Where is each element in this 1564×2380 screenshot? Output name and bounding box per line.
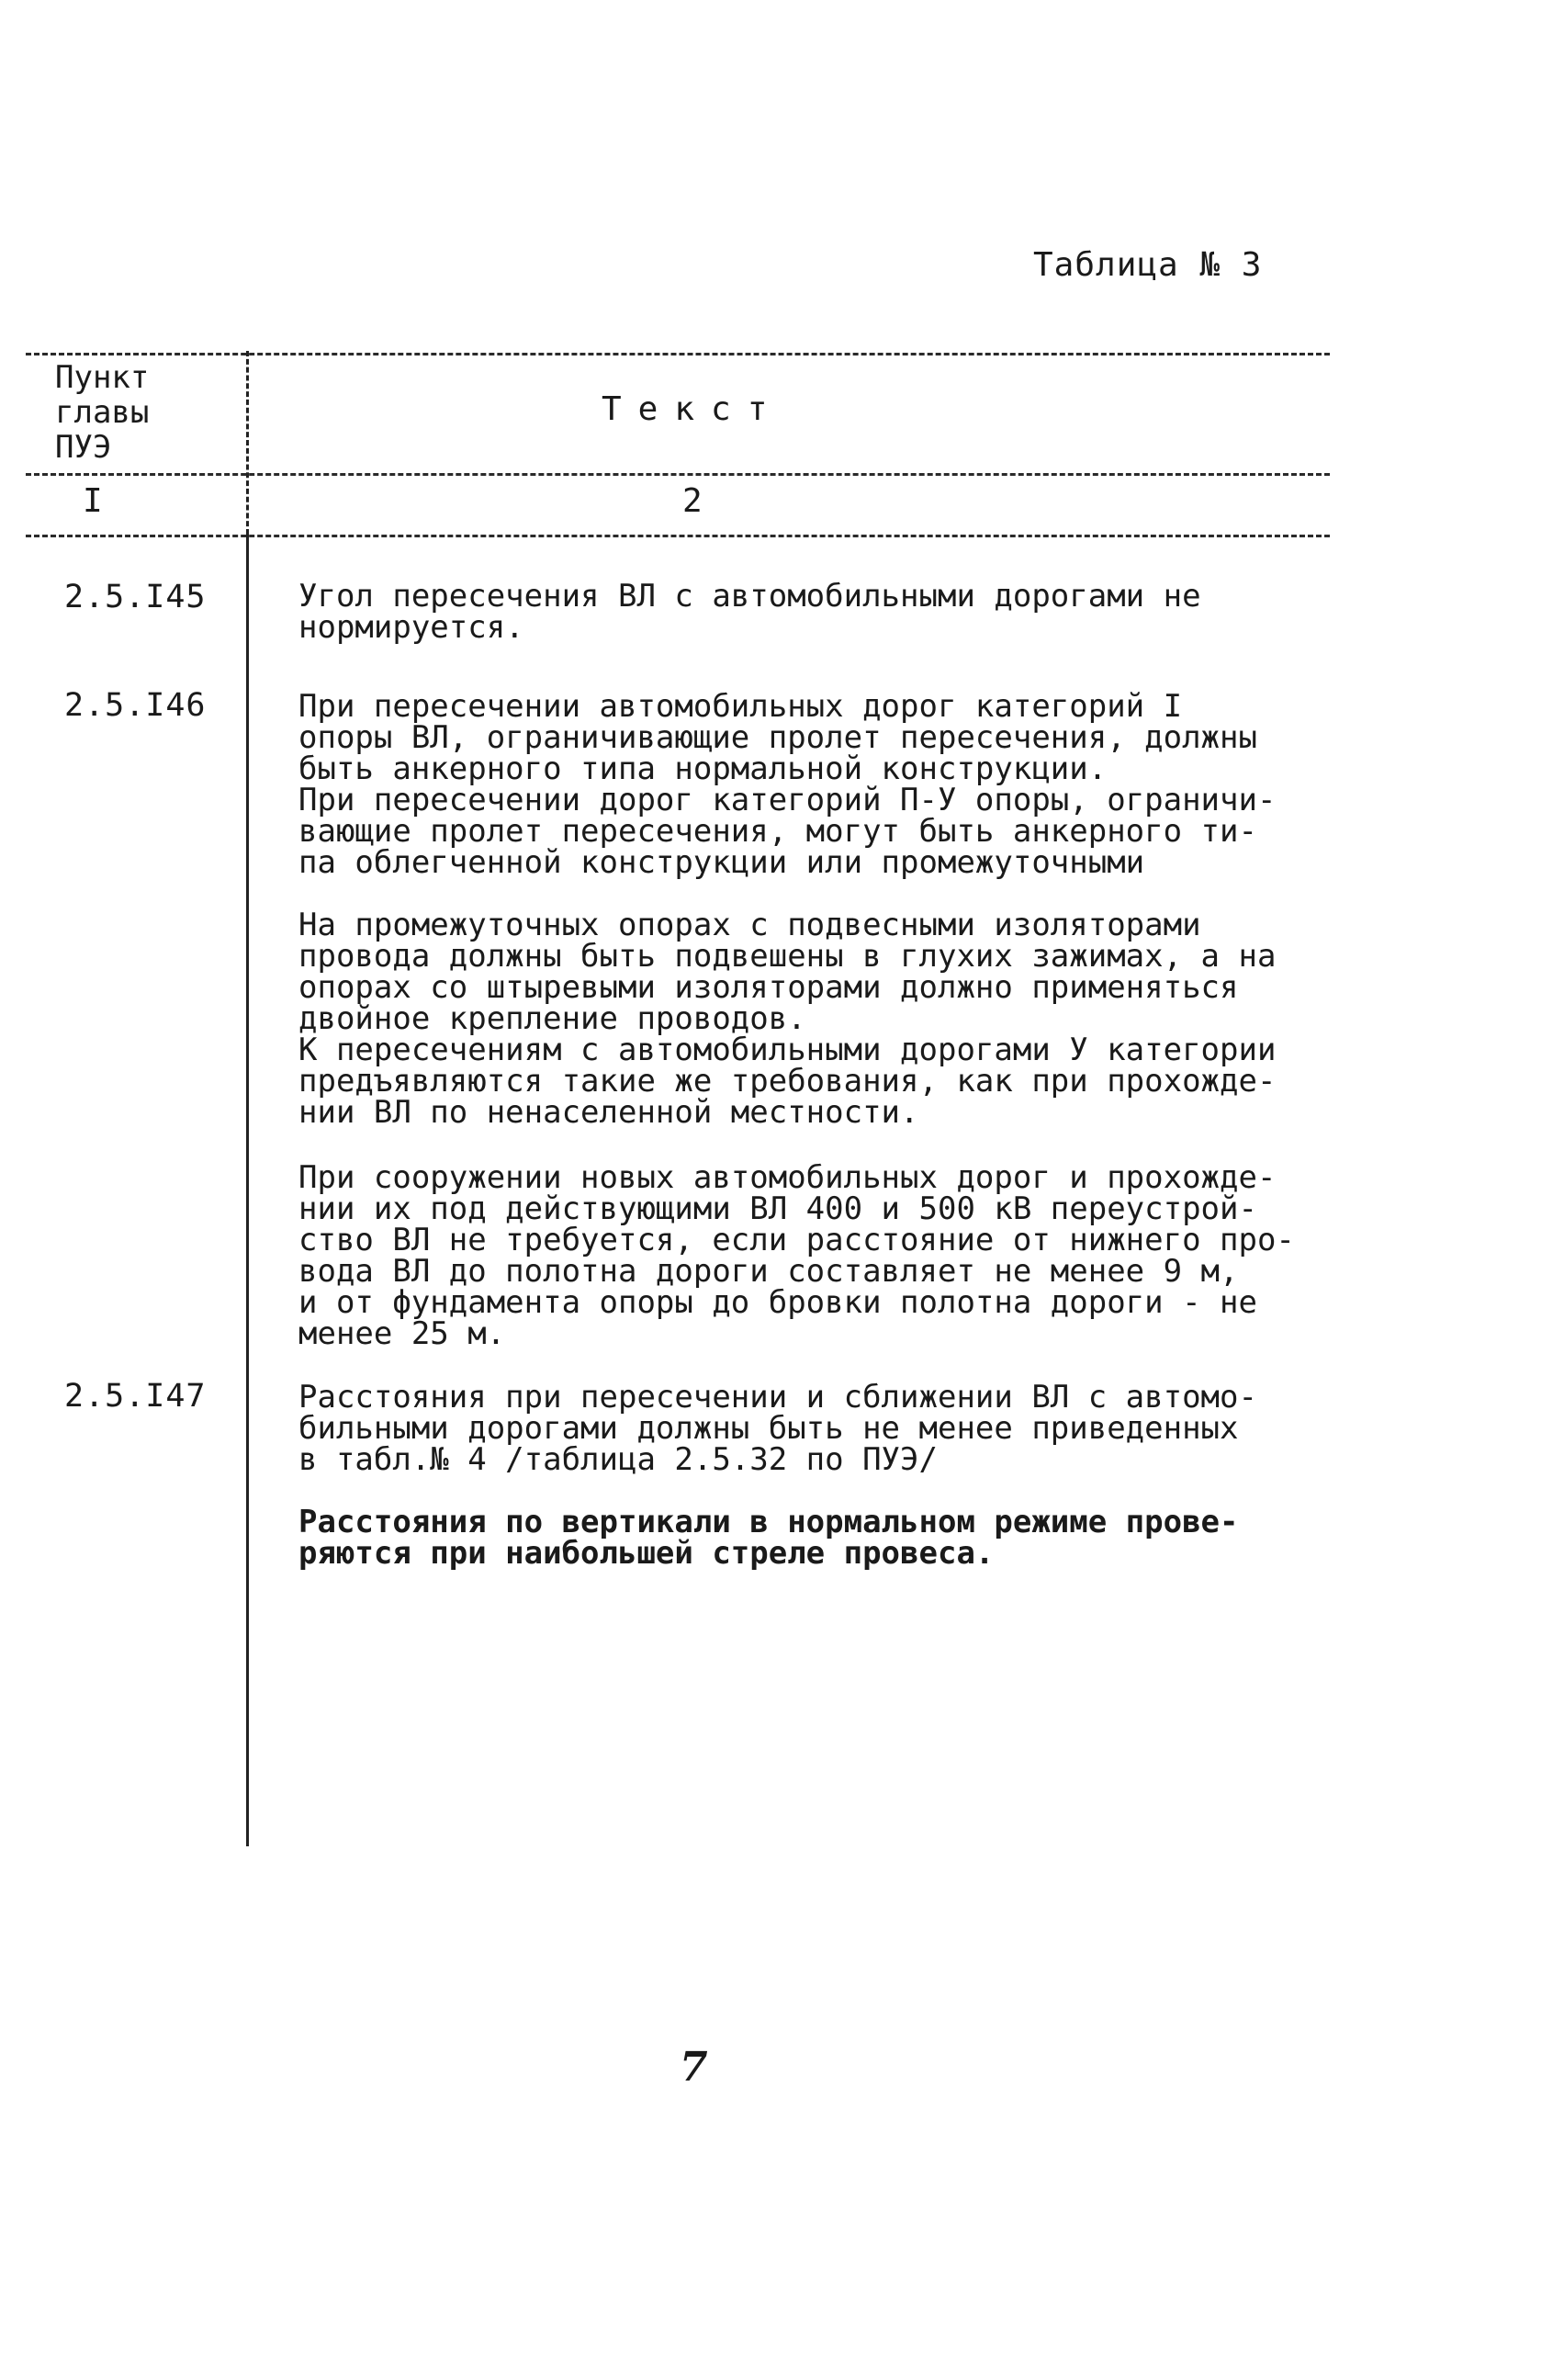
paragraph-line: При пересечении автомобильных дорог категорий I	[298, 688, 1183, 725]
column-number-1: I	[83, 482, 103, 520]
header-col1-line: Пункт	[55, 359, 150, 396]
paragraph	[298, 688, 1336, 881]
paragraph-line: ряются при наибольшей стреле провеса.	[298, 1535, 995, 1572]
paragraph-line: быть анкерного типа нормальной конструкции.	[298, 750, 1108, 787]
paragraph-line: опоры ВЛ, ограничивающие пролет пересечения, должны	[298, 719, 1257, 756]
paragraph-line: провода должны быть подвешены в глухих зажимах, а на	[298, 938, 1277, 975]
paragraph-line: Угол пересечения ВЛ с автомобильными дорогами не	[298, 578, 1201, 615]
page-number: 7	[680, 2044, 708, 2091]
paragraph	[298, 907, 1336, 1131]
paragraph-line: Расстояния при пересечении и сближении ВЛ с автомо-	[298, 1379, 1257, 1416]
paragraph-line: ство ВЛ не требуется, если расстояние от нижнего про-	[298, 1222, 1295, 1258]
header-col1	[55, 360, 149, 465]
paragraph-line: нормируется.	[298, 609, 524, 646]
paragraph	[298, 578, 1336, 646]
clause-number: 2.5.I47	[64, 1378, 207, 1415]
clause-number: 2.5.I46	[64, 687, 207, 724]
column-separator-header	[246, 351, 249, 535]
paragraph-line: нии их под действующими ВЛ 400 и 500 кВ переустрой-	[298, 1190, 1257, 1227]
paragraph-line: При пересечении дорог категорий П-У опоры, ограничи-	[298, 782, 1277, 818]
paragraph-line: К пересечениям с автомобильными дорогами У категории	[298, 1032, 1277, 1068]
column-number-2: 2	[682, 482, 703, 520]
paragraph-line: бильными дорогами должны быть не менее приведенных	[298, 1410, 1239, 1447]
paragraph	[298, 1159, 1336, 1352]
paragraph	[298, 1379, 1336, 1478]
column-separator	[246, 535, 249, 1846]
header-top-rule	[26, 353, 1330, 355]
paragraph-line: предъявляются такие же требования, как при прохожде-	[298, 1063, 1277, 1100]
paragraph-line: па облегченной конструкции или промежуточными	[298, 844, 1145, 881]
paragraph-line: и от фундамента опоры до бровки полотна дороги - не	[298, 1284, 1257, 1321]
paragraph-line: На промежуточных опорах с подвесными изоляторами	[298, 907, 1201, 943]
clause-number: 2.5.I45	[64, 579, 207, 615]
header-col1-line: ПУЭ	[55, 429, 112, 466]
header-bottom-rule	[26, 535, 1330, 537]
paragraph-line: Расстояния по вертикали в нормальном режиме прове-	[298, 1504, 1239, 1540]
header-mid-rule	[26, 473, 1330, 476]
header-col1-line: главы	[55, 394, 150, 431]
paragraph-line: опорах со штыревыми изоляторами должно применяться	[298, 969, 1239, 1006]
paragraph-line: вающие пролет пересечения, могут быть анкерного ти-	[298, 813, 1257, 850]
paragraph-line: нии ВЛ по ненаселенной местности.	[298, 1094, 919, 1131]
paragraph-line: в табл.№ 4 /таблица 2.5.32 по ПУЭ/	[298, 1441, 938, 1478]
paragraph-line: вода ВЛ до полотна дороги составляет не менее 9 м,	[298, 1253, 1239, 1290]
paragraph-line: менее 25 м.	[298, 1315, 506, 1352]
paragraph-bold	[298, 1504, 1336, 1572]
paragraph-line: двойное крепление проводов.	[298, 1000, 806, 1037]
header-col2: Текст	[602, 390, 784, 428]
table-title: Таблица № 3	[1033, 246, 1263, 284]
paragraph-line: При сооружении новых автомобильных дорог и прохожде-	[298, 1159, 1277, 1196]
